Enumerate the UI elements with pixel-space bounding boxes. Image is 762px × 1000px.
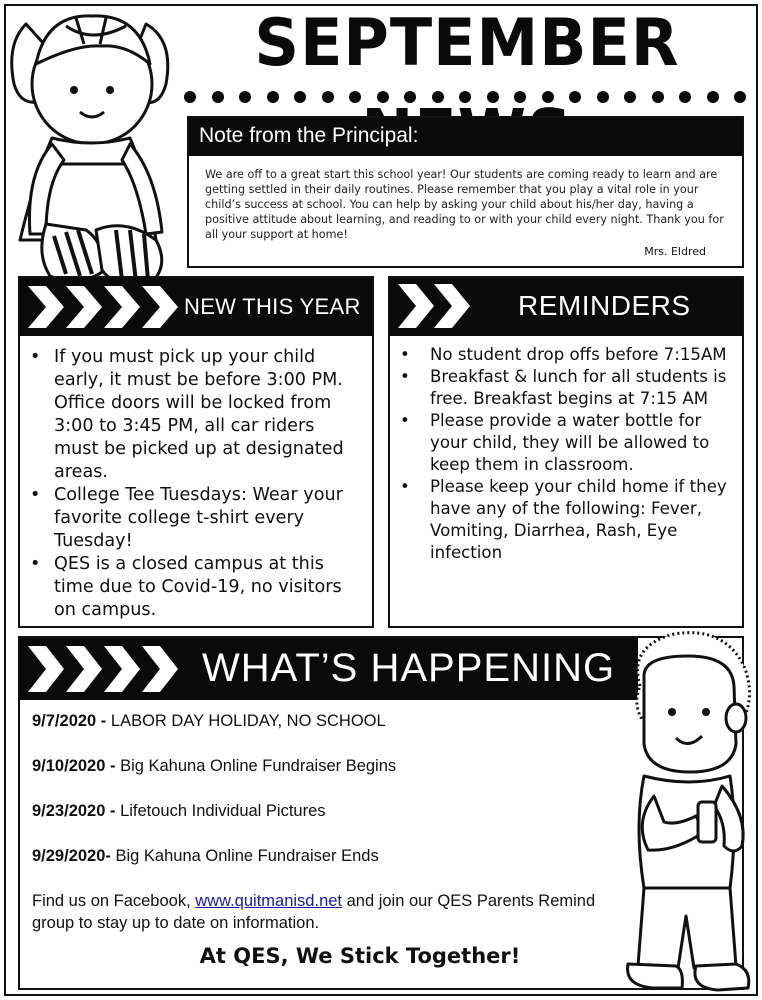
contact-prefix: Find us on Facebook, <box>32 892 196 910</box>
event-text: Big Kahuna Online Fundraiser Ends <box>110 847 379 865</box>
divider-dot <box>212 91 224 103</box>
new-this-year-header <box>20 278 372 336</box>
divider-dot <box>294 91 306 103</box>
divider-dot <box>624 91 636 103</box>
chevron-right-icon <box>398 284 470 328</box>
new-this-year-section <box>18 276 374 628</box>
list-item: • No student drop offs before 7:15AM <box>390 344 734 366</box>
divider-dot <box>542 91 554 103</box>
new-this-year-list <box>20 336 372 622</box>
divider-dot <box>514 91 526 103</box>
event-text: LABOR DAY HOLIDAY, NO SCHOOL <box>106 712 386 730</box>
list-item: • QES is a closed campus at this time due to Covid-19, no visitors on campus. <box>20 553 362 622</box>
divider-dot <box>239 91 251 103</box>
divider-dot <box>597 91 609 103</box>
website-link[interactable]: www.quitmanisd.net <box>195 892 343 910</box>
chevron-right-icon <box>28 646 178 692</box>
event-date: 9/23/2020 - <box>32 802 116 820</box>
title-dot-divider <box>184 91 746 105</box>
reminders-section <box>388 276 744 628</box>
contact-suffix: and join our QES Parents Remind group to stay up to date on information. <box>32 892 596 932</box>
girl-illustration-icon <box>6 4 188 300</box>
list-item: • College Tee Tuesdays: Wear your favorite college t-shirt every Tuesday! <box>20 484 362 553</box>
divider-dot <box>322 91 334 103</box>
whats-happening-header <box>20 638 638 700</box>
principal-note <box>187 116 744 268</box>
divider-dot <box>459 91 471 103</box>
whats-happening-heading: WHAT’S HAPPENING <box>202 646 616 690</box>
event-date: 9/10/2020 - <box>32 757 116 775</box>
divider-dot <box>652 91 664 103</box>
divider-dot <box>349 91 361 103</box>
reminders-header <box>390 278 742 336</box>
event-date: 9/7/2020 - <box>32 712 107 730</box>
chevron-right-icon <box>28 286 178 328</box>
list-item: • If you must pick up your child early, it must be before 3:00 PM. Office doors will be locked from 3:00 to 3:45 PM, all car riders must be picked up at designated areas. <box>20 346 362 484</box>
reminders-heading: REMINDERS <box>518 290 691 321</box>
divider-dot <box>404 91 416 103</box>
divider-dot <box>487 91 499 103</box>
divider-dot <box>679 91 691 103</box>
principal-note-heading: Note from the Principal: <box>189 118 742 156</box>
list-item: • Breakfast & lunch for all students is free. Breakfast begins at 7:15 AM <box>390 366 734 410</box>
page-title: SEPTEMBER <box>254 4 680 81</box>
event-date: 9/29/2020- <box>32 847 111 865</box>
divider-dot <box>184 91 196 103</box>
list-item: • Please provide a water bottle for your child, they will be allowed to keep them in classroom. <box>390 410 734 476</box>
divider-dot <box>377 91 389 103</box>
principal-signature: Mrs. Eldred <box>644 245 706 258</box>
new-this-year-heading: NEW THIS YEAR <box>184 294 361 319</box>
principal-note-body: We are off to a great start this school year! Our students are coming ready to learn and are getting settled in their daily routines. Please remember that you play a vital role in your child’s success at school. You can help by asking your child about his/her day, having a positive attitude about learning, and reading to or with your child every night. Thank you for all your support at home! <box>205 168 724 241</box>
event-text: Lifetouch Individual Pictures <box>115 802 326 820</box>
boy-illustration-icon <box>614 626 758 996</box>
divider-dot <box>707 91 719 103</box>
divider-dot <box>432 91 444 103</box>
reminders-list <box>390 336 742 564</box>
school-slogan: At QES, We Stick Together! <box>199 944 521 968</box>
event-text: Big Kahuna Online Fundraiser Begins <box>115 757 397 775</box>
list-item: • Please keep your child home if they have any of the following: Fever, Vomiting, Diarrhea, Rash, Eye infection <box>390 476 734 564</box>
contact-info <box>20 890 620 934</box>
divider-dot <box>734 91 746 103</box>
divider-dot <box>569 91 581 103</box>
divider-dot <box>267 91 279 103</box>
